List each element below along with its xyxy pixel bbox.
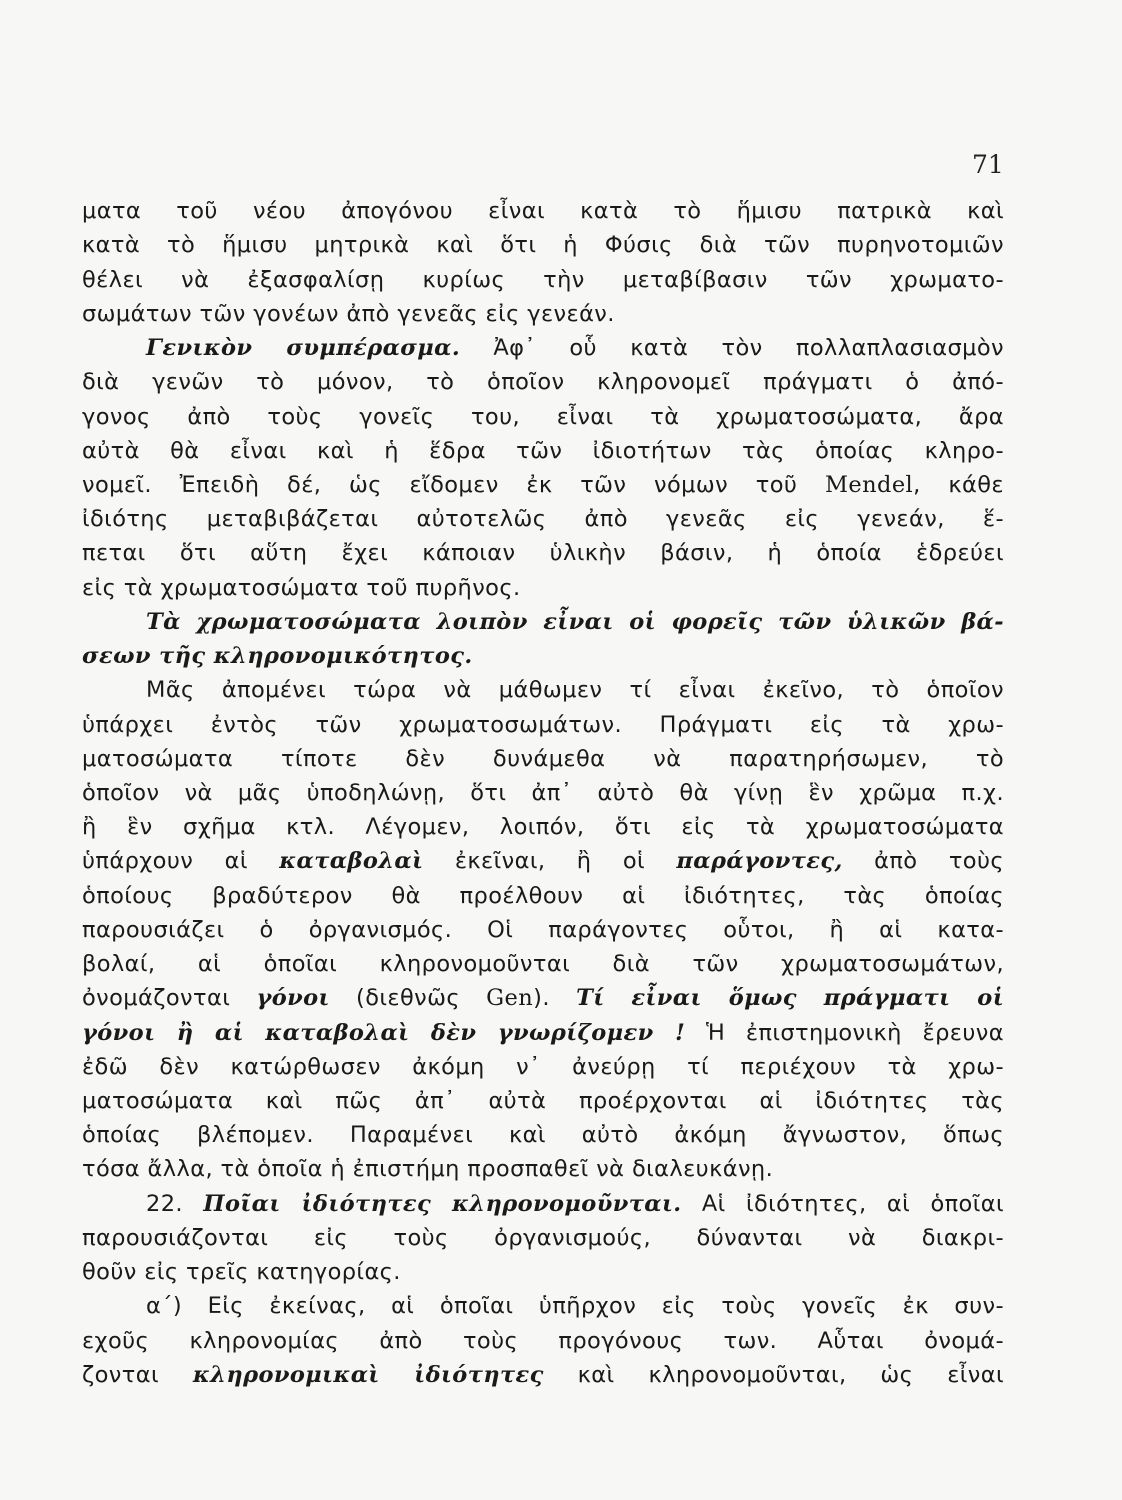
text-line: ἢ ἓν σχῆμα κτλ. Λέγομεν, λοιπόν, ὅτι εἰς τὰ χρωματοσώματα xyxy=(82,814,1004,840)
text-line: α΄) Εἰς ἐκείνας, αἱ ὁποῖαι ὑπῆρχον εἰς τοὺς γονεῖς ἐκ συν- xyxy=(146,1293,1004,1319)
inline-heading: Γενικὸν συμπέρασμα. xyxy=(146,335,461,361)
text-line: νομεῖ. Ἐπειδὴ δέ, ὡς εἴδομεν ἐκ τῶν νόμων τοῦ Mendel, κάθε xyxy=(82,472,1004,498)
text-line: ζονται κληρονομικαὶ ἰδιότητες καὶ κληρονομοῦνται, ὡς εἶναι xyxy=(82,1362,1004,1388)
text-line: διὰ γενῶν τὸ μόνον, τὸ ὁποῖον κληρονομεῖ πράγματι ὁ ἀπό- xyxy=(82,369,1004,395)
section-heading-line: Γενικὸν συμπέρασμα. Ἀφ᾽ οὗ κατὰ τὸν πολλαπλασιασμὸν xyxy=(146,335,1004,361)
text-line: εχοῦς κληρονομίας ἀπὸ τοὺς προγόνους των. Αὗται ὀνομά- xyxy=(82,1328,1004,1354)
page-number: 71 xyxy=(972,150,1004,179)
emphasis-line: σεων τῆς κληρονομικότητος. xyxy=(82,643,473,669)
text-line: ὑπάρχει ἐντὸς τῶν χρωματοσωμάτων. Πράγματι εἰς τὰ χρω- xyxy=(82,712,1004,738)
text-line: παρουσιάζει ὁ ὀργανισμός. Οἱ παράγοντες οὗτοι, ἢ αἱ κατα- xyxy=(82,917,1004,943)
emphasis-line: Τὰ χρωματοσώματα λοιπὸν εἶναι οἱ φορεῖς τῶν ὑλικῶν βά- xyxy=(146,609,1004,635)
text-line: ματοσώματα τίποτε δὲν δυνάμεθα νὰ παρατηρήσωμεν, τὸ xyxy=(82,746,1004,772)
inline-heading: Ποῖαι ἰδιότητες κληρονομοῦνται. xyxy=(203,1191,682,1217)
text-line: ὀνομάζονται γόνοι (διεθνῶς Gen). Τί εἶναι ὅμως πράγματι οἱ xyxy=(82,985,1004,1011)
text-line: αὐτὰ θὰ εἶναι καὶ ἡ ἕδρα τῶν ἰδιοτήτων τὰς ὁποίας κληρο- xyxy=(82,438,1004,464)
text-line: εἰς τὰ χρωματοσώματα τοῦ πυρῆνος. xyxy=(82,575,521,601)
text-line: ὁποίας βλέπομεν. Παραμένει καὶ αὐτὸ ἀκόμη ἄγνωστον, ὅπως xyxy=(82,1122,1004,1148)
text-line: ὁποίους βραδύτερον θὰ προέλθουν αἱ ἰδιότητες, τὰς ὁποίας xyxy=(82,883,1004,909)
text-line: Μᾶς ἀπομένει τώρα νὰ μάθωμεν τί εἶναι ἐκεῖνο, τὸ ὁποῖον xyxy=(146,677,1004,703)
text-line: παρουσιάζονται εἰς τοὺς ὀργανισμούς, δύνανται νὰ διακρι- xyxy=(82,1225,1004,1251)
section-heading-line: 22. Ποῖαι ἰδιότητες κληρονομοῦνται. Αἱ ἰδιότητες, αἱ ὁποῖαι xyxy=(146,1191,1004,1217)
text-line: σωμάτων τῶν γονέων ἀπὸ γενεᾶς εἰς γενεάν. xyxy=(82,301,615,327)
text-line: βολαί, αἱ ὁποῖαι κληρονομοῦνται διὰ τῶν χρωματοσωμάτων, xyxy=(82,951,1004,977)
text-line: ἐδῶ δὲν κατώρθωσεν ἀκόμη ν᾽ ἀνεύρῃ τί περιέχουν τὰ χρω- xyxy=(82,1054,1004,1080)
text-line: θοῦν εἰς τρεῖς κατηγορίας. xyxy=(82,1259,401,1285)
text-line: κατὰ τὸ ἥμισυ μητρικὰ καὶ ὅτι ἡ Φύσις διὰ τῶν πυρηνοτομιῶν xyxy=(82,232,1004,258)
text-line: γόνοι ἢ αἱ καταβολαὶ δὲν γνωρίζομεν ! Ἡ ἐπιστημονικὴ ἔρευνα xyxy=(82,1020,1004,1046)
text-line: ματοσώματα καὶ πῶς ἀπ᾽ αὐτὰ προέρχονται αἱ ἰδιότητες τὰς xyxy=(82,1088,1004,1114)
text-line: πεται ὅτι αὕτη ἔχει κάποιαν ὑλικὴν βάσιν, ἡ ὁποία ἑδρεύει xyxy=(82,540,1004,566)
text-line: ματα τοῦ νέου ἀπογόνου εἶναι κατὰ τὸ ἥμισυ πατρικὰ καὶ xyxy=(82,198,1004,224)
text-line: ὁποῖον νὰ μᾶς ὑποδηλώνῃ, ὅτι ἀπ᾽ αὐτὸ θὰ γίνῃ ἓν χρῶμα π.χ. xyxy=(82,780,1004,806)
text-line: θέλει νὰ ἐξασφαλίσῃ κυρίως τὴν μεταβίβασιν τῶν χρωματο- xyxy=(82,267,1004,293)
text-line: τόσα ἄλλα, τὰ ὁποῖα ἡ ἐπιστήμη προσπαθεῖ νὰ διαλευκάνῃ. xyxy=(82,1156,774,1182)
text-line: γονος ἀπὸ τοὺς γονεῖς του, εἶναι τὰ χρωματοσώματα, ἄρα xyxy=(82,404,1004,430)
text-line: ἰδιότης μεταβιβάζεται αὐτοτελῶς ἀπὸ γενεᾶς εἰς γενεάν, ἕ- xyxy=(82,506,1004,532)
text-line: ὑπάρχουν αἱ καταβολαὶ ἐκεῖναι, ἢ οἱ παράγοντες, ἀπὸ τοὺς xyxy=(82,848,1004,874)
